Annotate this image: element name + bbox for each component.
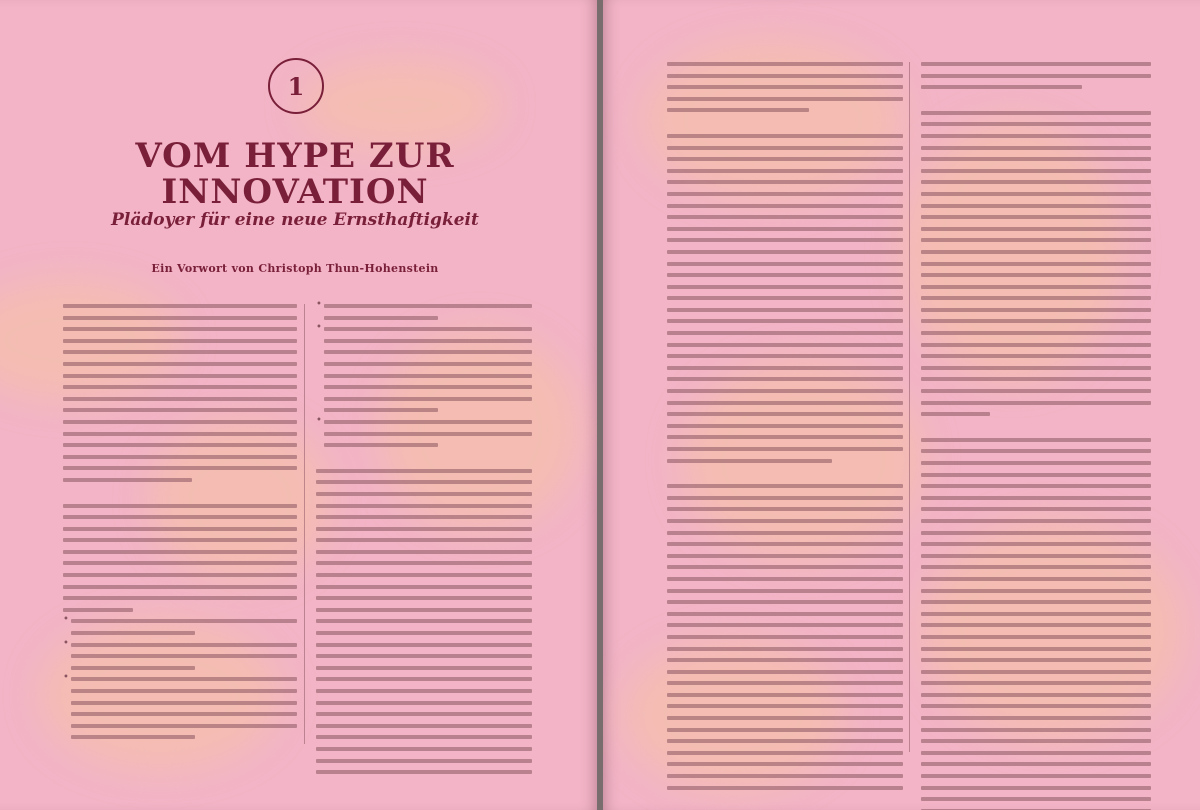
text-line <box>921 681 1151 685</box>
text-line <box>324 420 532 424</box>
text-line <box>667 331 903 335</box>
text-line <box>667 157 903 161</box>
bullet-item <box>316 420 532 455</box>
text-line <box>667 612 903 616</box>
text-line <box>63 504 297 508</box>
text-line <box>316 712 532 716</box>
text-line <box>63 608 133 612</box>
text-line <box>63 443 297 447</box>
text-line <box>667 447 903 451</box>
text-line <box>921 62 1151 66</box>
text-line <box>667 496 903 500</box>
text-line <box>921 565 1151 569</box>
text-line <box>921 122 1151 126</box>
text-line <box>921 751 1151 755</box>
text-line <box>667 424 903 428</box>
text-line <box>71 701 297 705</box>
text-line <box>921 296 1151 300</box>
text-line <box>63 304 297 308</box>
text-line <box>667 647 903 651</box>
text-line <box>667 204 903 208</box>
text-line <box>667 238 903 242</box>
text-line <box>71 619 297 623</box>
text-line <box>921 215 1151 219</box>
text-line <box>316 527 532 531</box>
text-line <box>921 647 1151 651</box>
text-line <box>667 577 903 581</box>
text-line <box>316 538 532 542</box>
text-line <box>921 739 1151 743</box>
text-line <box>921 192 1151 196</box>
text-line <box>324 304 532 308</box>
text-line <box>921 693 1151 697</box>
chapter-byline: Ein Vorwort von Christoph Thun-Hohenstein <box>151 262 439 275</box>
chapter-number: 1 <box>287 71 305 101</box>
text-line <box>921 438 1151 442</box>
text-line <box>667 285 903 289</box>
text-line <box>667 519 903 523</box>
text-line <box>667 600 903 604</box>
text-line <box>921 74 1151 78</box>
text-line <box>324 339 532 343</box>
text-line <box>667 693 903 697</box>
text-line <box>63 350 297 354</box>
text-line <box>667 62 903 66</box>
column-rule <box>304 304 305 744</box>
text-line <box>316 585 532 589</box>
text-line <box>667 658 903 662</box>
text-line <box>316 735 532 739</box>
text-line <box>667 774 903 778</box>
text-line <box>667 554 903 558</box>
text-line <box>667 180 903 184</box>
text-line <box>63 408 297 412</box>
text-line <box>316 561 532 565</box>
text-line <box>921 238 1151 242</box>
text-line <box>316 596 532 600</box>
text-line <box>316 759 532 763</box>
text-line <box>921 554 1151 558</box>
text-line <box>921 507 1151 511</box>
text-line <box>921 285 1151 289</box>
column-rule <box>909 62 910 752</box>
chapter-number-badge <box>268 58 324 114</box>
text-line <box>324 408 438 412</box>
text-line <box>667 250 903 254</box>
text-line <box>667 623 903 627</box>
text-line <box>667 97 903 101</box>
text-line <box>316 643 532 647</box>
text-line <box>71 712 297 716</box>
text-line <box>667 319 903 323</box>
text-line <box>71 654 297 658</box>
text-line <box>921 85 1082 89</box>
text-line <box>324 374 532 378</box>
text-line <box>667 565 903 569</box>
text-line <box>324 443 438 447</box>
text-line <box>63 527 297 531</box>
text-line <box>921 250 1151 254</box>
body-column-left <box>667 62 903 797</box>
text-line <box>316 701 532 705</box>
text-line <box>63 478 192 482</box>
text-line <box>667 542 903 546</box>
text-line <box>921 366 1151 370</box>
text-line <box>921 273 1151 277</box>
text-line <box>63 374 297 378</box>
text-line <box>316 747 532 751</box>
text-line <box>316 677 532 681</box>
text-line <box>63 316 297 320</box>
text-line <box>71 631 195 635</box>
text-line <box>921 262 1151 266</box>
text-line <box>316 631 532 635</box>
text-line <box>667 412 903 416</box>
text-line <box>667 635 903 639</box>
text-line <box>324 316 438 320</box>
text-line <box>921 716 1151 720</box>
text-line <box>316 480 532 484</box>
text-line <box>316 550 532 554</box>
text-line <box>667 146 903 150</box>
text-line <box>667 262 903 266</box>
text-line <box>921 412 990 416</box>
text-line <box>667 85 903 89</box>
text-line <box>921 786 1151 790</box>
text-line <box>921 728 1151 732</box>
text-line <box>921 623 1151 627</box>
text-line <box>71 735 195 739</box>
text-line <box>63 339 297 343</box>
text-line <box>316 515 532 519</box>
text-line <box>667 273 903 277</box>
text-line <box>667 704 903 708</box>
text-line <box>667 728 903 732</box>
body-column-right <box>316 304 532 782</box>
text-line <box>921 589 1151 593</box>
text-line <box>667 670 903 674</box>
text-line <box>921 319 1151 323</box>
text-line <box>667 134 903 138</box>
text-line <box>921 670 1151 674</box>
text-line <box>63 432 297 436</box>
text-line <box>316 492 532 496</box>
text-line <box>667 786 903 790</box>
text-line <box>667 308 903 312</box>
text-line <box>667 716 903 720</box>
text-line <box>921 227 1151 231</box>
bullet-item <box>63 619 297 642</box>
text-line <box>921 169 1151 173</box>
text-line <box>324 432 532 436</box>
text-line <box>63 397 297 401</box>
text-line <box>63 550 297 554</box>
text-line <box>71 666 195 670</box>
bullet-item <box>63 643 297 678</box>
text-line <box>667 74 903 78</box>
text-line <box>921 612 1151 616</box>
text-line <box>316 619 532 623</box>
text-line <box>921 600 1151 604</box>
text-line <box>324 327 532 331</box>
text-line <box>921 389 1151 393</box>
text-line <box>316 504 532 508</box>
text-line <box>63 420 297 424</box>
text-line <box>71 689 297 693</box>
text-line <box>921 484 1151 488</box>
text-line <box>63 596 297 600</box>
text-line <box>921 519 1151 523</box>
chapter-title-line-2: INNOVATION <box>161 172 429 212</box>
text-line <box>316 654 532 658</box>
text-line <box>71 677 297 681</box>
text-line <box>71 724 297 728</box>
text-line <box>921 377 1151 381</box>
text-line <box>921 658 1151 662</box>
text-line <box>921 308 1151 312</box>
text-line <box>921 774 1151 778</box>
text-line <box>316 469 532 473</box>
chapter-title-line-1: VOM HYPE ZUR <box>135 136 455 176</box>
text-line <box>667 389 903 393</box>
text-line <box>921 180 1151 184</box>
text-line <box>63 466 297 470</box>
text-line <box>921 204 1151 208</box>
text-line <box>667 531 903 535</box>
text-line <box>921 146 1151 150</box>
text-line <box>324 385 532 389</box>
text-line <box>667 681 903 685</box>
body-column-left <box>63 304 297 747</box>
text-line <box>921 461 1151 465</box>
text-line <box>63 455 297 459</box>
text-line <box>667 762 903 766</box>
text-line <box>921 401 1151 405</box>
left-page <box>0 0 597 810</box>
text-line <box>921 496 1151 500</box>
text-line <box>324 362 532 366</box>
text-line <box>63 561 297 565</box>
text-line <box>63 538 297 542</box>
text-line <box>667 343 903 347</box>
body-column-right <box>921 62 1151 810</box>
text-line <box>316 608 532 612</box>
text-line <box>921 531 1151 535</box>
text-line <box>667 435 903 439</box>
text-line <box>316 724 532 728</box>
text-line <box>667 589 903 593</box>
text-line <box>921 473 1151 477</box>
text-line <box>63 327 297 331</box>
text-line <box>324 350 532 354</box>
text-line <box>667 484 903 488</box>
text-line <box>316 666 532 670</box>
text-line <box>63 515 297 519</box>
text-line <box>667 227 903 231</box>
text-line <box>316 770 532 774</box>
text-line <box>667 739 903 743</box>
text-line <box>921 331 1151 335</box>
bullet-item <box>63 677 297 747</box>
text-line <box>667 108 809 112</box>
text-line <box>921 134 1151 138</box>
chapter-subtitle: Plädoyer für eine neue Ernsthaftigkeit <box>111 210 479 230</box>
bullet-item <box>316 304 532 327</box>
text-line <box>316 573 532 577</box>
text-line <box>921 704 1151 708</box>
text-line <box>667 751 903 755</box>
text-line <box>921 797 1151 801</box>
text-line <box>921 542 1151 546</box>
text-line <box>921 354 1151 358</box>
text-line <box>63 362 297 366</box>
text-line <box>667 401 903 405</box>
text-line <box>921 157 1151 161</box>
text-line <box>71 643 297 647</box>
text-line <box>667 377 903 381</box>
right-page <box>603 0 1200 810</box>
text-line <box>667 169 903 173</box>
text-line <box>316 689 532 693</box>
text-line <box>63 573 297 577</box>
text-line <box>667 192 903 196</box>
text-line <box>921 577 1151 581</box>
text-line <box>63 585 297 589</box>
text-line <box>921 635 1151 639</box>
text-line <box>921 449 1151 453</box>
text-line <box>667 354 903 358</box>
text-line <box>63 385 297 389</box>
text-line <box>921 343 1151 347</box>
bullet-item <box>316 327 532 420</box>
text-line <box>667 366 903 370</box>
text-line <box>921 111 1151 115</box>
text-line <box>667 507 903 511</box>
text-line <box>667 459 832 463</box>
text-line <box>324 397 532 401</box>
text-line <box>667 215 903 219</box>
text-line <box>667 296 903 300</box>
text-line <box>921 762 1151 766</box>
